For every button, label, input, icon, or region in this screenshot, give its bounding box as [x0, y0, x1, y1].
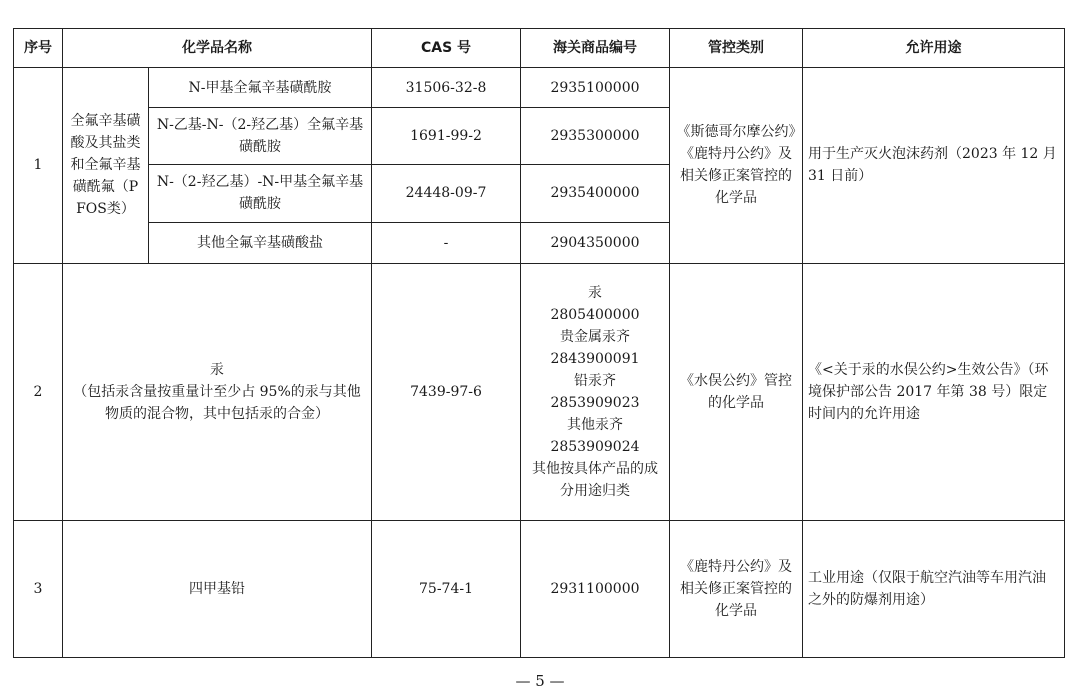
chemical-name-note: （包括汞含量按重量计至少占 95%的汞与其他物质的混合物，其中包括汞的合金） — [73, 384, 361, 423]
hs-code-list — [521, 263, 670, 521]
hs-code: 2935100000 — [521, 68, 670, 108]
cas-number: 31506-32-8 — [372, 68, 521, 108]
control-category: 《斯德哥尔摩公约》《鹿特丹公约》及相关修正案管控的化学品 — [670, 68, 803, 264]
hs-code: 2935400000 — [521, 165, 670, 222]
hs-code: 2931100000 — [521, 521, 670, 658]
row-number: 1 — [14, 68, 63, 264]
hs-code-line: 贵金属汞齐 — [560, 329, 630, 346]
header-control-category: 管控类别 — [670, 29, 803, 68]
chemical-group-name: 全氟辛基磺酸及其盐类和全氟辛基磺酰氟（PFOS类） — [63, 68, 149, 264]
cas-number: - — [372, 222, 521, 263]
chemical-name: N-甲基全氟辛基磺酰胺 — [149, 68, 372, 108]
chemical-name — [63, 263, 372, 521]
control-category: 《鹿特丹公约》及相关修正案管控的化学品 — [670, 521, 803, 658]
control-category: 《水俣公约》管控的化学品 — [670, 263, 803, 521]
hs-code-line: 2843900091 — [550, 351, 640, 368]
header-chemical-name: 化学品名称 — [63, 29, 372, 68]
hs-code-line: 铅汞齐 — [574, 373, 616, 390]
page-number: — 5 — — [515, 672, 565, 690]
table-row — [14, 521, 1065, 658]
hs-code-line: 汞 — [588, 285, 602, 302]
chemical-name-title: 汞 — [210, 362, 224, 379]
permitted-use: 《<关于汞的水俣公约>生效公告》（环境保护部公告 2017 年第 38 号）限定时间内的允许用途 — [803, 263, 1065, 521]
table-row — [14, 263, 1065, 521]
chemical-name: 其他全氟辛基磺酸盐 — [149, 222, 372, 263]
cas-number: 7439-97-6 — [372, 263, 521, 521]
header-permitted-use: 允许用途 — [803, 29, 1065, 68]
cas-number: 75-74-1 — [372, 521, 521, 658]
chemical-name: N-乙基-N-（2-羟乙基）全氟辛基磺酰胺 — [149, 108, 372, 165]
hs-code: 2904350000 — [521, 222, 670, 263]
row-number: 3 — [14, 521, 63, 658]
permitted-use: 工业用途（仅限于航空汽油等车用汽油之外的防爆剂用途） — [803, 521, 1065, 658]
hs-code: 2935300000 — [521, 108, 670, 165]
hs-code-line: 2805400000 — [550, 307, 640, 324]
chemical-name: N-（2-羟乙基）-N-甲基全氟辛基磺酰胺 — [149, 165, 372, 222]
header-cas: CAS 号 — [372, 29, 521, 68]
permitted-use: 用于生产灭火泡沫药剂（2023 年 12 月 31 日前） — [803, 68, 1065, 264]
header-no: 序号 — [14, 29, 63, 68]
table-header-row — [14, 29, 1065, 68]
cas-number: 1691-99-2 — [372, 108, 521, 165]
hs-code-line: 其他按具体产品的成分用途归类 — [532, 461, 658, 500]
hs-code-line: 2853909024 — [550, 439, 640, 456]
cas-number: 24448-09-7 — [372, 165, 521, 222]
chemical-name: 四甲基铅 — [63, 521, 372, 658]
header-hs-code: 海关商品编号 — [521, 29, 670, 68]
hs-code-line: 2853909023 — [550, 395, 640, 412]
chemical-control-table — [13, 28, 1065, 658]
hs-code-line: 其他汞齐 — [567, 417, 623, 434]
row-number: 2 — [14, 263, 63, 521]
table-row — [14, 68, 1065, 108]
